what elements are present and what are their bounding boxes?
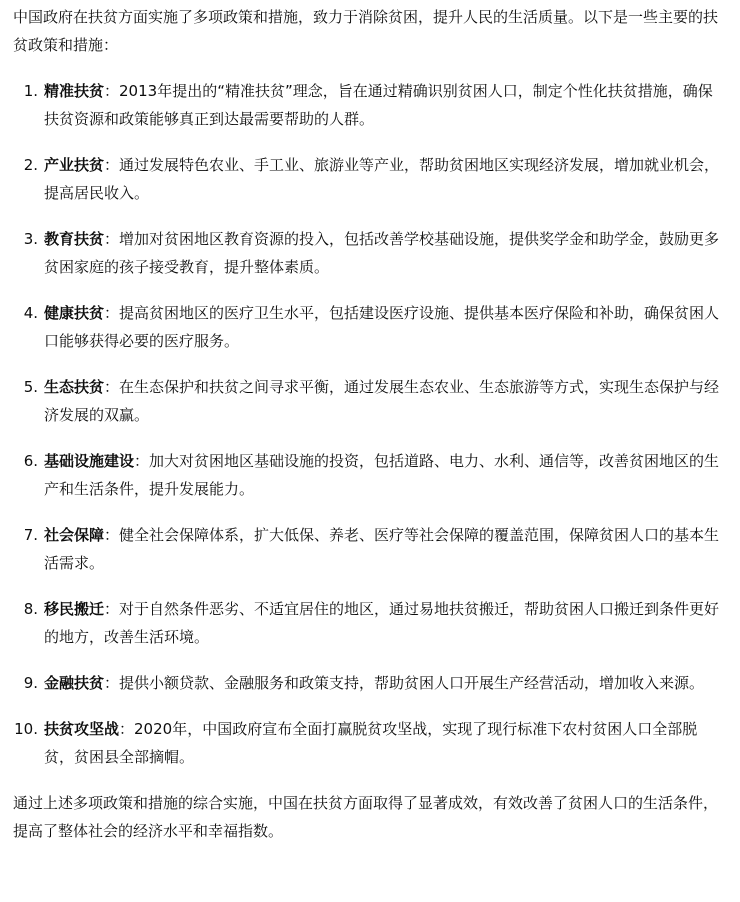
list-item-description: ：增加对贫困地区教育资源的投入，包括改善学校基础设施，提供奖学金和助学金，鼓励更多贫困家庭的孩子接受教育，提升整体素质。 [44,230,720,276]
list-item [13,715,726,771]
conclusion-paragraph: 通过上述多项政策和措施的综合实施，中国在扶贫方面取得了显著成效，有效改善了贫困人口的生活条件，提高了整体社会的经济水平和幸福指数。 [13,794,719,840]
list-item [13,373,726,429]
list-item-term: 生态扶贫 [44,378,105,396]
list-item-description: ：在生态保护和扶贫之间寻求平衡，通过发展生态农业、生态旅游等方式，实现生态保护与经济发展的双赢。 [44,378,720,424]
list-item-number: 2. [23,156,38,174]
list-item-number: 8. [23,600,38,618]
policy-list [13,77,726,771]
list-item-description: ：对于自然条件恶劣、不适宜居住的地区，通过易地扶贫搬迁，帮助贫困人口搬迁到条件更好的地方，改善生活环境。 [44,600,720,646]
list-item-description: ：健全社会保障体系，扩大低保、养老、医疗等社会保障的覆盖范围，保障贫困人口的基本生活需求。 [44,526,720,572]
list-item-term: 健康扶贫 [44,304,105,322]
intro-paragraph: 中国政府在扶贫方面实施了多项政策和措施，致力于消除贫困，提升人民的生活质量。以下是一些主要的扶贫政策和措施： [13,8,719,54]
list-item [13,77,726,133]
list-item-number: 4. [23,304,38,322]
list-item [13,595,726,651]
list-item-number: 5. [23,378,38,396]
list-item-number: 10. [14,720,38,738]
list-item-description: ：加大对贫困地区基础设施的投资，包括道路、电力、水利、通信等，改善贫困地区的生产和生活条件，提升发展能力。 [44,452,720,498]
list-item-number: 7. [23,526,38,544]
list-item-number: 1. [23,82,38,100]
list-item-number: 9. [23,674,38,692]
list-item-description: ：提高贫困地区的医疗卫生水平，包括建设医疗设施、提供基本医疗保险和补助，确保贫困人口能够获得必要的医疗服务。 [44,304,720,350]
list-item-description: ：提供小额贷款、金融服务和政策支持，帮助贫困人口开展生产经营活动，增加收入来源。 [104,674,705,692]
list-item-description: ：通过发展特色农业、手工业、旅游业等产业，帮助贫困地区实现经济发展，增加就业机会，提高居民收入。 [44,156,720,202]
list-item-term: 教育扶贫 [44,230,105,248]
list-item-term: 金融扶贫 [44,674,105,692]
list-item-description: ：2020年，中国政府宣布全面打赢脱贫攻坚战，实现了现行标准下农村贫困人口全部脱贫，贫困县全部摘帽。 [44,720,698,766]
list-item-term: 移民搬迁 [44,600,105,618]
list-item [13,447,726,503]
list-item-term: 基础设施建设 [44,452,135,470]
list-item-term: 社会保障 [44,526,105,544]
list-item-description: ：2013年提出的“精准扶贫”理念，旨在通过精确识别贫困人口，制定个性化扶贫措施，确保扶贫资源和政策能够真正到达最需要帮助的人群。 [44,82,713,128]
list-item-term: 产业扶贫 [44,156,105,174]
list-item [13,521,726,577]
list-item-term: 扶贫攻坚战 [44,720,120,738]
list-item [13,151,726,207]
list-item-number: 3. [23,230,38,248]
list-item-term: 精准扶贫 [44,82,105,100]
list-item [13,299,726,355]
list-item [13,669,726,697]
list-item [13,225,726,281]
list-item-number: 6. [23,452,38,470]
